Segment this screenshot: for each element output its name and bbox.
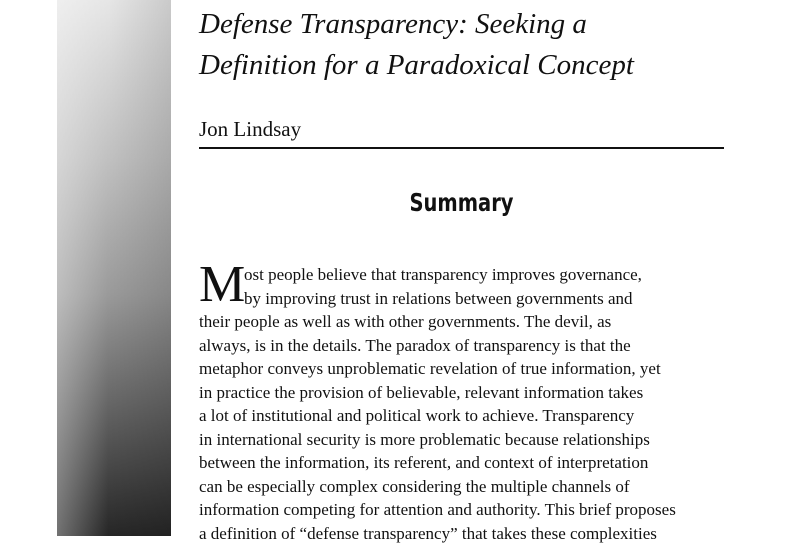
body-line: ost people believe that transparency improves governance, xyxy=(199,263,724,287)
summary-paragraph xyxy=(199,263,724,545)
body-line: between the information, its referent, and context of interpretation xyxy=(199,451,724,475)
decorative-gradient-bar xyxy=(57,0,171,536)
body-line: metaphor conveys unproblematic revelation of true information, yet xyxy=(199,357,724,381)
body-line: can be especially complex considering the multiple channels of xyxy=(199,475,724,499)
title-divider xyxy=(199,147,724,149)
author-name: Jon Lindsay xyxy=(199,116,301,142)
title-line: Defense Transparency: Seeking a xyxy=(199,4,759,45)
body-line: in practice the provision of believable, relevant information takes xyxy=(199,381,724,405)
body-line: their people as well as with other governments. The devil, as xyxy=(199,310,724,334)
section-heading: Summary xyxy=(257,186,667,220)
title-line: Definition for a Paradoxical Concept xyxy=(199,45,759,86)
body-line: in international security is more problematic because relationships xyxy=(199,428,724,452)
body-line: a lot of institutional and political work to achieve. Transparency xyxy=(199,404,724,428)
body-line: a definition of “defense transparency” that takes these complexities xyxy=(199,522,724,545)
drop-cap: M xyxy=(199,262,245,308)
body-line: information competing for attention and authority. This brief proposes xyxy=(199,498,724,522)
body-line: by improving trust in relations between governments and xyxy=(199,287,724,311)
document-title xyxy=(199,4,759,86)
body-line: always, is in the details. The paradox of transparency is that the xyxy=(199,334,724,358)
